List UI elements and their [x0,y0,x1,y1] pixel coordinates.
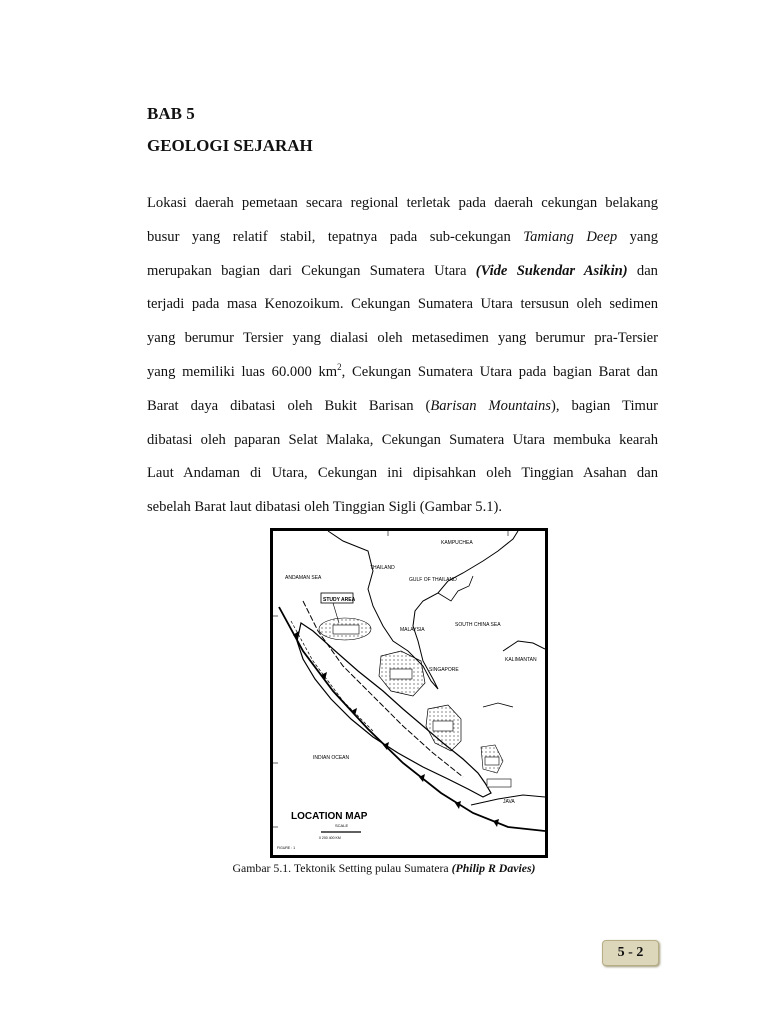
chapter-number: BAB 5 [147,104,195,123]
location-map [273,531,545,855]
map-label-malaysia: MALAYSIA [400,627,425,633]
paragraph-line: merupakan bagian dari Cekungan Sumatera Utara (Vide Sukendar Asikin) dan [147,262,658,279]
map-label-indian: INDIAN OCEAN [313,755,350,761]
map-label-singapore: SINGAPORE [429,667,459,673]
map-scale-label: SCALE [335,823,349,828]
map-scale-value: 0 200 400 KM [319,836,341,840]
chapter-heading [147,103,313,167]
paragraph-line: yang berumur Tersier yang dialasi oleh metasedimen yang berumur pra-Tersier [147,330,658,347]
paragraph-line: Lokasi daerah pemetaan secara regional terletak pada daerah cekungan belakang [147,195,658,211]
paragraph-line: yang memiliki luas 60.000 $km^2$, Cekungan Sumatera Utara pada bagian Barat dan [147,362,658,380]
page-number: 5 - 2 [602,940,659,966]
map-label-scs: SOUTH CHINA SEA [455,622,501,628]
figure-caption: Gambar 5.1. Tektonik Setting pulau Sumatera (Philip R Davies) [232,861,536,875]
body-paragraph [147,187,658,525]
map-label-kalimantan: KALIMANTAN [505,657,537,663]
chapter-title: GEOLOGI SEJARAH [147,136,313,155]
map-label-gulf: GULF OF THAILAND [409,577,457,583]
paragraph-line: Barat daya dibatasi oleh Bukit Barisan (Barisan Mountains), bagian Timur [147,397,659,414]
map-label-study: STUDY AREA [323,597,356,603]
map-label-thailand: THAILAND [370,565,395,571]
paragraph-line: dibatasi oleh paparan Selat Malaka, Cekungan Sumatera Utara membuka kearah [147,431,658,448]
map-label-java: JAVA [503,799,515,805]
map-label-andaman: ANDAMAN SEA [285,575,322,581]
paragraph-line: Laut Andaman di Utara, Cekungan ini dipisahkan oleh Tinggian Asahan dan [147,465,658,482]
paragraph-line: terjadi pada masa Kenozoikum. Cekungan Sumatera Utara tersusun oleh sedimen [147,296,658,313]
location-map-figure [270,528,548,858]
figure-label: FIGURE : 1 [277,846,296,850]
paragraph-line: busur yang relatif stabil, tepatnya pada sub-cekungan Tamiang Deep yang [147,228,658,245]
map-title: LOCATION MAP [291,811,368,822]
caption-credit: (Philip R Davies) [451,861,536,875]
paragraph-line: sebelah Barat laut dibatasi oleh Tinggian Sigli (Gambar 5.1). [147,499,503,516]
map-label-kampuchea: KAMPUCHEA [441,540,473,546]
